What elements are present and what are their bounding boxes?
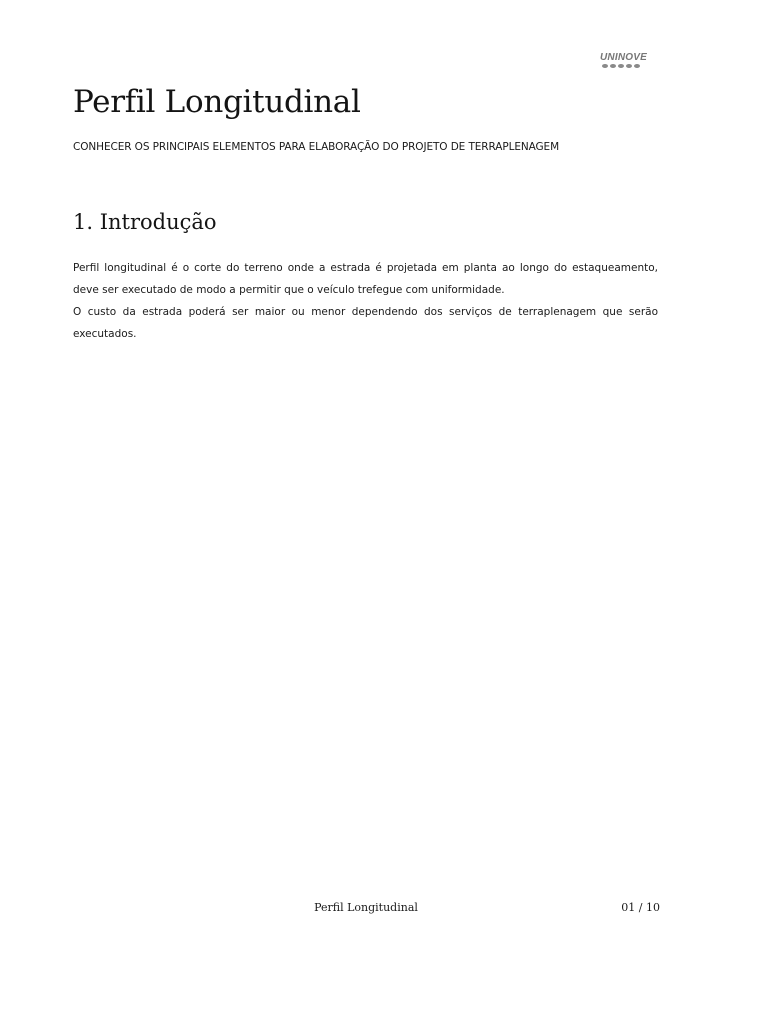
page-number: 01 / 10 — [621, 901, 660, 914]
page-title: Perfil Longitudinal — [73, 84, 361, 120]
page-subtitle: CONHECER OS PRINCIPAIS ELEMENTOS PARA ELABORAÇÃO DO PROJETO DE TERRAPLENAGEM — [73, 141, 560, 153]
section-body — [73, 257, 658, 345]
paragraph: O custo da estrada poderá ser maior ou menor dependendo dos serviços de terraplenagem que serão executados. — [73, 306, 658, 340]
logo-dots-icon — [600, 64, 656, 68]
logo-text: UNINOVE — [600, 52, 647, 63]
footer-title: Perfil Longitudinal — [314, 901, 418, 914]
uninove-logo — [600, 52, 656, 68]
section-heading: 1. Introdução — [73, 210, 217, 234]
paragraph: Perfil longitudinal é o corte do terreno onde a estrada é projetada em planta ao longo do estaqueamento, deve ser executado de modo a permitir que o veículo trefegue com uniformidade. — [73, 262, 658, 296]
